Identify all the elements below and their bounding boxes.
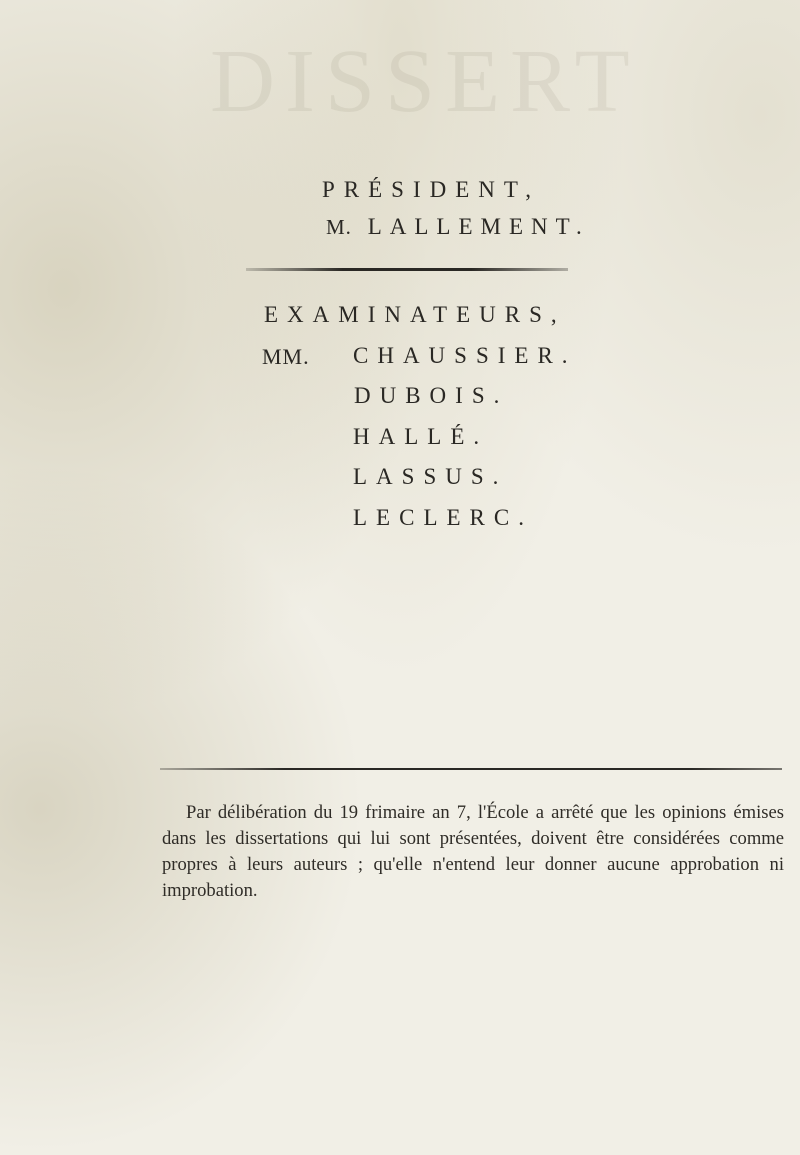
bottom-divider-rule — [160, 768, 782, 770]
examiner-name: LASSUS. — [353, 464, 508, 489]
president-line — [326, 214, 590, 240]
examiner-name: CHAUSSIER. — [353, 343, 577, 368]
show-through-ghost-text: DISSERT — [210, 32, 640, 131]
deliberation-notice: Par délibération du 19 frimaire an 7, l'École a arrêté que les opinions émises dans les dissertations qui lui sont présentées, doivent être considérées comme propres à leurs auteurs ; qu'elle n'entend leur donner aucune approbation ni improbation. — [162, 802, 784, 901]
examiner-name: DUBOIS. — [354, 383, 509, 408]
president-heading: PRÉSIDENT, — [322, 177, 540, 202]
examiner-name: HALLÉ. — [353, 424, 489, 449]
examiner-name: LECLERC. — [353, 505, 533, 530]
examiners-prefix: MM. — [262, 344, 310, 369]
top-divider-rule — [246, 268, 568, 271]
president-prefix: M. — [326, 215, 352, 239]
president-name: LALLEMENT. — [367, 214, 590, 239]
examiners-heading: EXAMINATEURS, — [264, 302, 566, 327]
